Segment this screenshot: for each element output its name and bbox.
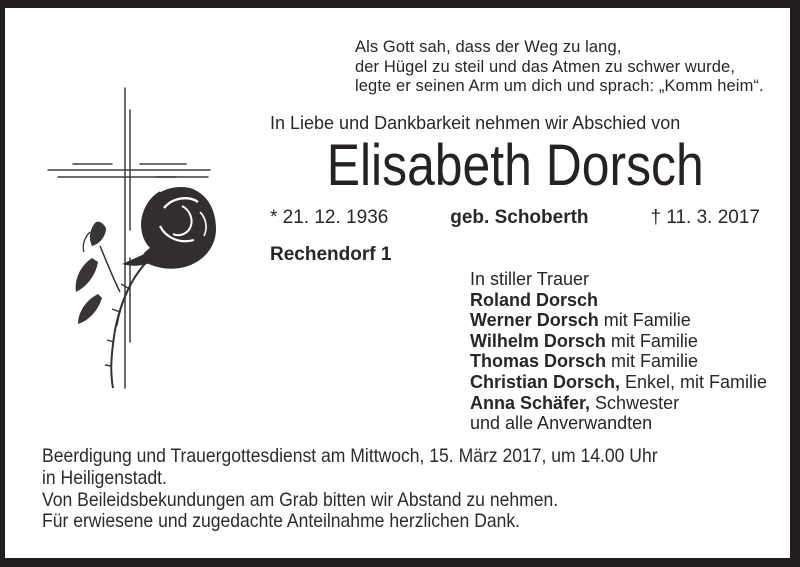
mourner-line: Thomas Dorsch mit Familie <box>470 351 699 372</box>
memorial-quote <box>355 38 764 97</box>
deceased-name <box>270 134 760 198</box>
mourner-name: Christian Dorsch, <box>470 371 621 392</box>
quote-line: Als Gott sah, dass der Weg zu lang, <box>355 38 622 56</box>
mourner-name: Wilhelm Dorsch <box>470 330 606 351</box>
birth-date: * 21. 12. 1936 <box>270 207 389 228</box>
maiden-name: geb. Schoberth <box>450 207 589 228</box>
funeral-info-line: Beerdigung und Trauergottesdienst am Mittwoch, 15. März 2017, um 14.00 Uhr <box>42 445 658 467</box>
deceased-name-text: Elisabeth Dorsch <box>326 133 704 198</box>
mourners-block <box>470 269 767 434</box>
obituary-card <box>5 8 790 558</box>
residence: Rechendorf 1 <box>270 244 392 265</box>
dates-row <box>270 207 760 229</box>
cross-and-rose-illustration <box>40 80 260 410</box>
mourners-list <box>470 290 767 414</box>
mourning-header: In stiller Trauer <box>470 269 590 289</box>
mourner-name: Anna Schäfer, <box>470 392 591 413</box>
mourner-name: Roland Dorsch <box>470 289 599 310</box>
mourner-name: Werner Dorsch <box>470 310 599 331</box>
funeral-info-line: in Heiligenstadt. <box>42 466 167 489</box>
mourner-line: Christian Dorsch, Enkel, mit Familie <box>470 371 768 392</box>
quote-line: der Hügel zu steil und das Atmen zu schwer wurde, <box>355 57 736 76</box>
mourner-line: Anna Schäfer, Schwester <box>470 392 680 413</box>
intro-line: In Liebe und Dankbarkeit nehmen wir Abschied von <box>270 113 681 133</box>
funeral-info-line: Von Beileidsbekundungen am Grab bitten wir Abstand zu nehmen. <box>42 488 559 511</box>
rose-icon <box>76 187 216 388</box>
funeral-info-line: Für erwiesene und zugedachte Anteilnahme herzlichen Dank. <box>42 510 521 533</box>
quote-line: legte er seinen Arm um dich und sprach: „Komm heim“. <box>355 77 764 95</box>
funeral-info <box>42 446 658 533</box>
mourner-line: Werner Dorsch mit Familie <box>470 310 691 331</box>
mourner-name: Thomas Dorsch <box>470 351 607 372</box>
mourner-line <box>470 290 767 311</box>
mourning-closing: und alle Anverwandten <box>470 413 653 434</box>
mourner-line: Wilhelm Dorsch mit Familie <box>470 330 698 351</box>
death-date: † 11. 3. 2017 <box>650 207 760 228</box>
